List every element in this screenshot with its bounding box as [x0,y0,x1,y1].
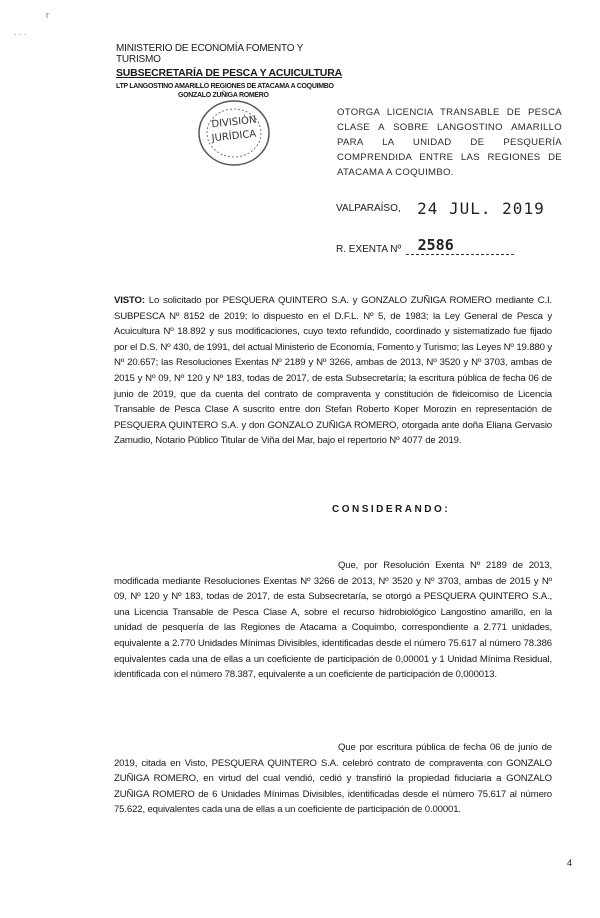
stamp-text-juridica: JURÍDICA [211,128,257,145]
ministry-name: MINISTERIO DE ECONOMÍA FOMENTO Y TURISMO [116,43,303,65]
scan-edge-mark: · · · [14,30,27,39]
considerando-heading: CONSIDERANDO: [332,504,451,515]
scan-mark: r [46,10,49,20]
visto-text: Lo solicitado por PESQUERA QUINTERO S.A. y GONZALO ZUÑIGA ROMERO mediante C.I. SUBPESCA Nº 8152 de 2019; lo dispuesto en el D.F.L. Nº 5, de 1983; la Ley General de Pesca y Acuicultura Nº 18.892 y sus modificaciones, cuyo texto refundido, coordinado y sistematizado fue fijado por el D.S. Nº 430, de 1991, del actual Ministerio de Economía, Fomento y Turismo; las Leyes Nº 19.880 y Nº 20.657; las Resoluciones Exentas Nº 2189 y Nº 3266, ambas de 2013, Nº 3520 y Nº 3703, ambas de 2015 y Nº 09, Nº 120 y Nº 183, todas de 2017, de esta Subsecretaría; la escritura pública de fecha 06 de junio de 2019, que da cuenta del contrato de compraventa y constitución de fideicomiso de Licencia Transable de Pesca Clase A suscrito entre don Stefan Roberto Koper Morozin en representación de PESQUERA QUINTERO S.A. y don GONZALO ZUÑIGA ROMERO, otorgada ante doña Eliana Gervasio Zamudio, Notario Público Titular de Viña del Mar, bajo el repertorio Nº 4077 de 2019. [114,295,553,447]
exenta-number: 2586 [406,236,514,255]
division-juridica-stamp [196,97,272,169]
exenta-label: R. EXENTA Nº [336,244,402,255]
date-line [336,199,545,218]
resolution-title: OTORGA LICENCIA TRANSABLE DE PESCA CLASE A SOBRE LANGOSTINO AMARILLO PARA LA UNIDAD DE PESQUERÍA COMPRENDIDA ENTRE LAS REGIONES DE ATACAMA A COQUIMBO. [337,107,562,178]
visto-label: VISTO: [114,295,145,306]
letterhead [116,43,346,99]
date-stamp: 24 JUL. 2019 [417,199,545,218]
visto-paragraph [114,293,552,449]
considerando-paragraph-1: Que, por Resolución Exenta Nº 2189 de 2013, modificada mediante Resoluciones Exentas Nº 3266 de 2013, Nº 3520 y Nº 3703, ambas de 2015 y Nº 09, Nº 120 y Nº 183, todas de 2017, de esta Subsecretaría, se otorgó a PESQUERA QUINTERO S.A., una Licencia Transable de Pesca Clase A, sobre el recurso hidrobiológico Langostino amarillo, en la unidad de pesquería de las Regiones de Atacama a Coquimbo, correspondiente a 2.771 unidades, equivalente a 2.770 Unidades Mínimas Divisibles, identificadas desde el número 75.617 al número 78.386 equivalentes cada una de ellas a un coeficiente de participación de 0,00001 y 1 Unidad Mínima Residual, identificada con el número 78.387, equivalente a un coeficiente de participación de 0,000013. [114,560,552,681]
exenta-line [336,236,514,255]
holder-reference: GONZALO ZUÑIGA ROMERO [178,92,269,99]
subsecretaria-name: SUBSECRETARÍA DE PESCA Y ACUICULTURA [116,67,342,79]
considerando-paragraph-2: Que por escritura pública de fecha 06 de junio de 2019, citada en Visto, PESQUERA QUINTERO S.A. celebró contrato de compraventa con GONZALO ZUÑIGA ROMERO, en virtud del cual vendió, cedió y transfirió la propiedad fiduciaria a GONZALO ZUÑIGA ROMERO de 6 Unidades Mínimas Divisibles, identificadas desde el número 75.617 al número 75.622, equivalentes cada una de ellas a un coeficiente de participación de 0.00001. [114,742,552,816]
stamp-text-division: DIVISIÓN [211,114,257,131]
date-place: VALPARAÍSO, [336,203,401,214]
ltp-reference: LTP LANGOSTINO AMARILLO REGIONES DE ATACAMA A COQUIMBO [116,83,334,90]
page-number: 4 [567,858,573,868]
